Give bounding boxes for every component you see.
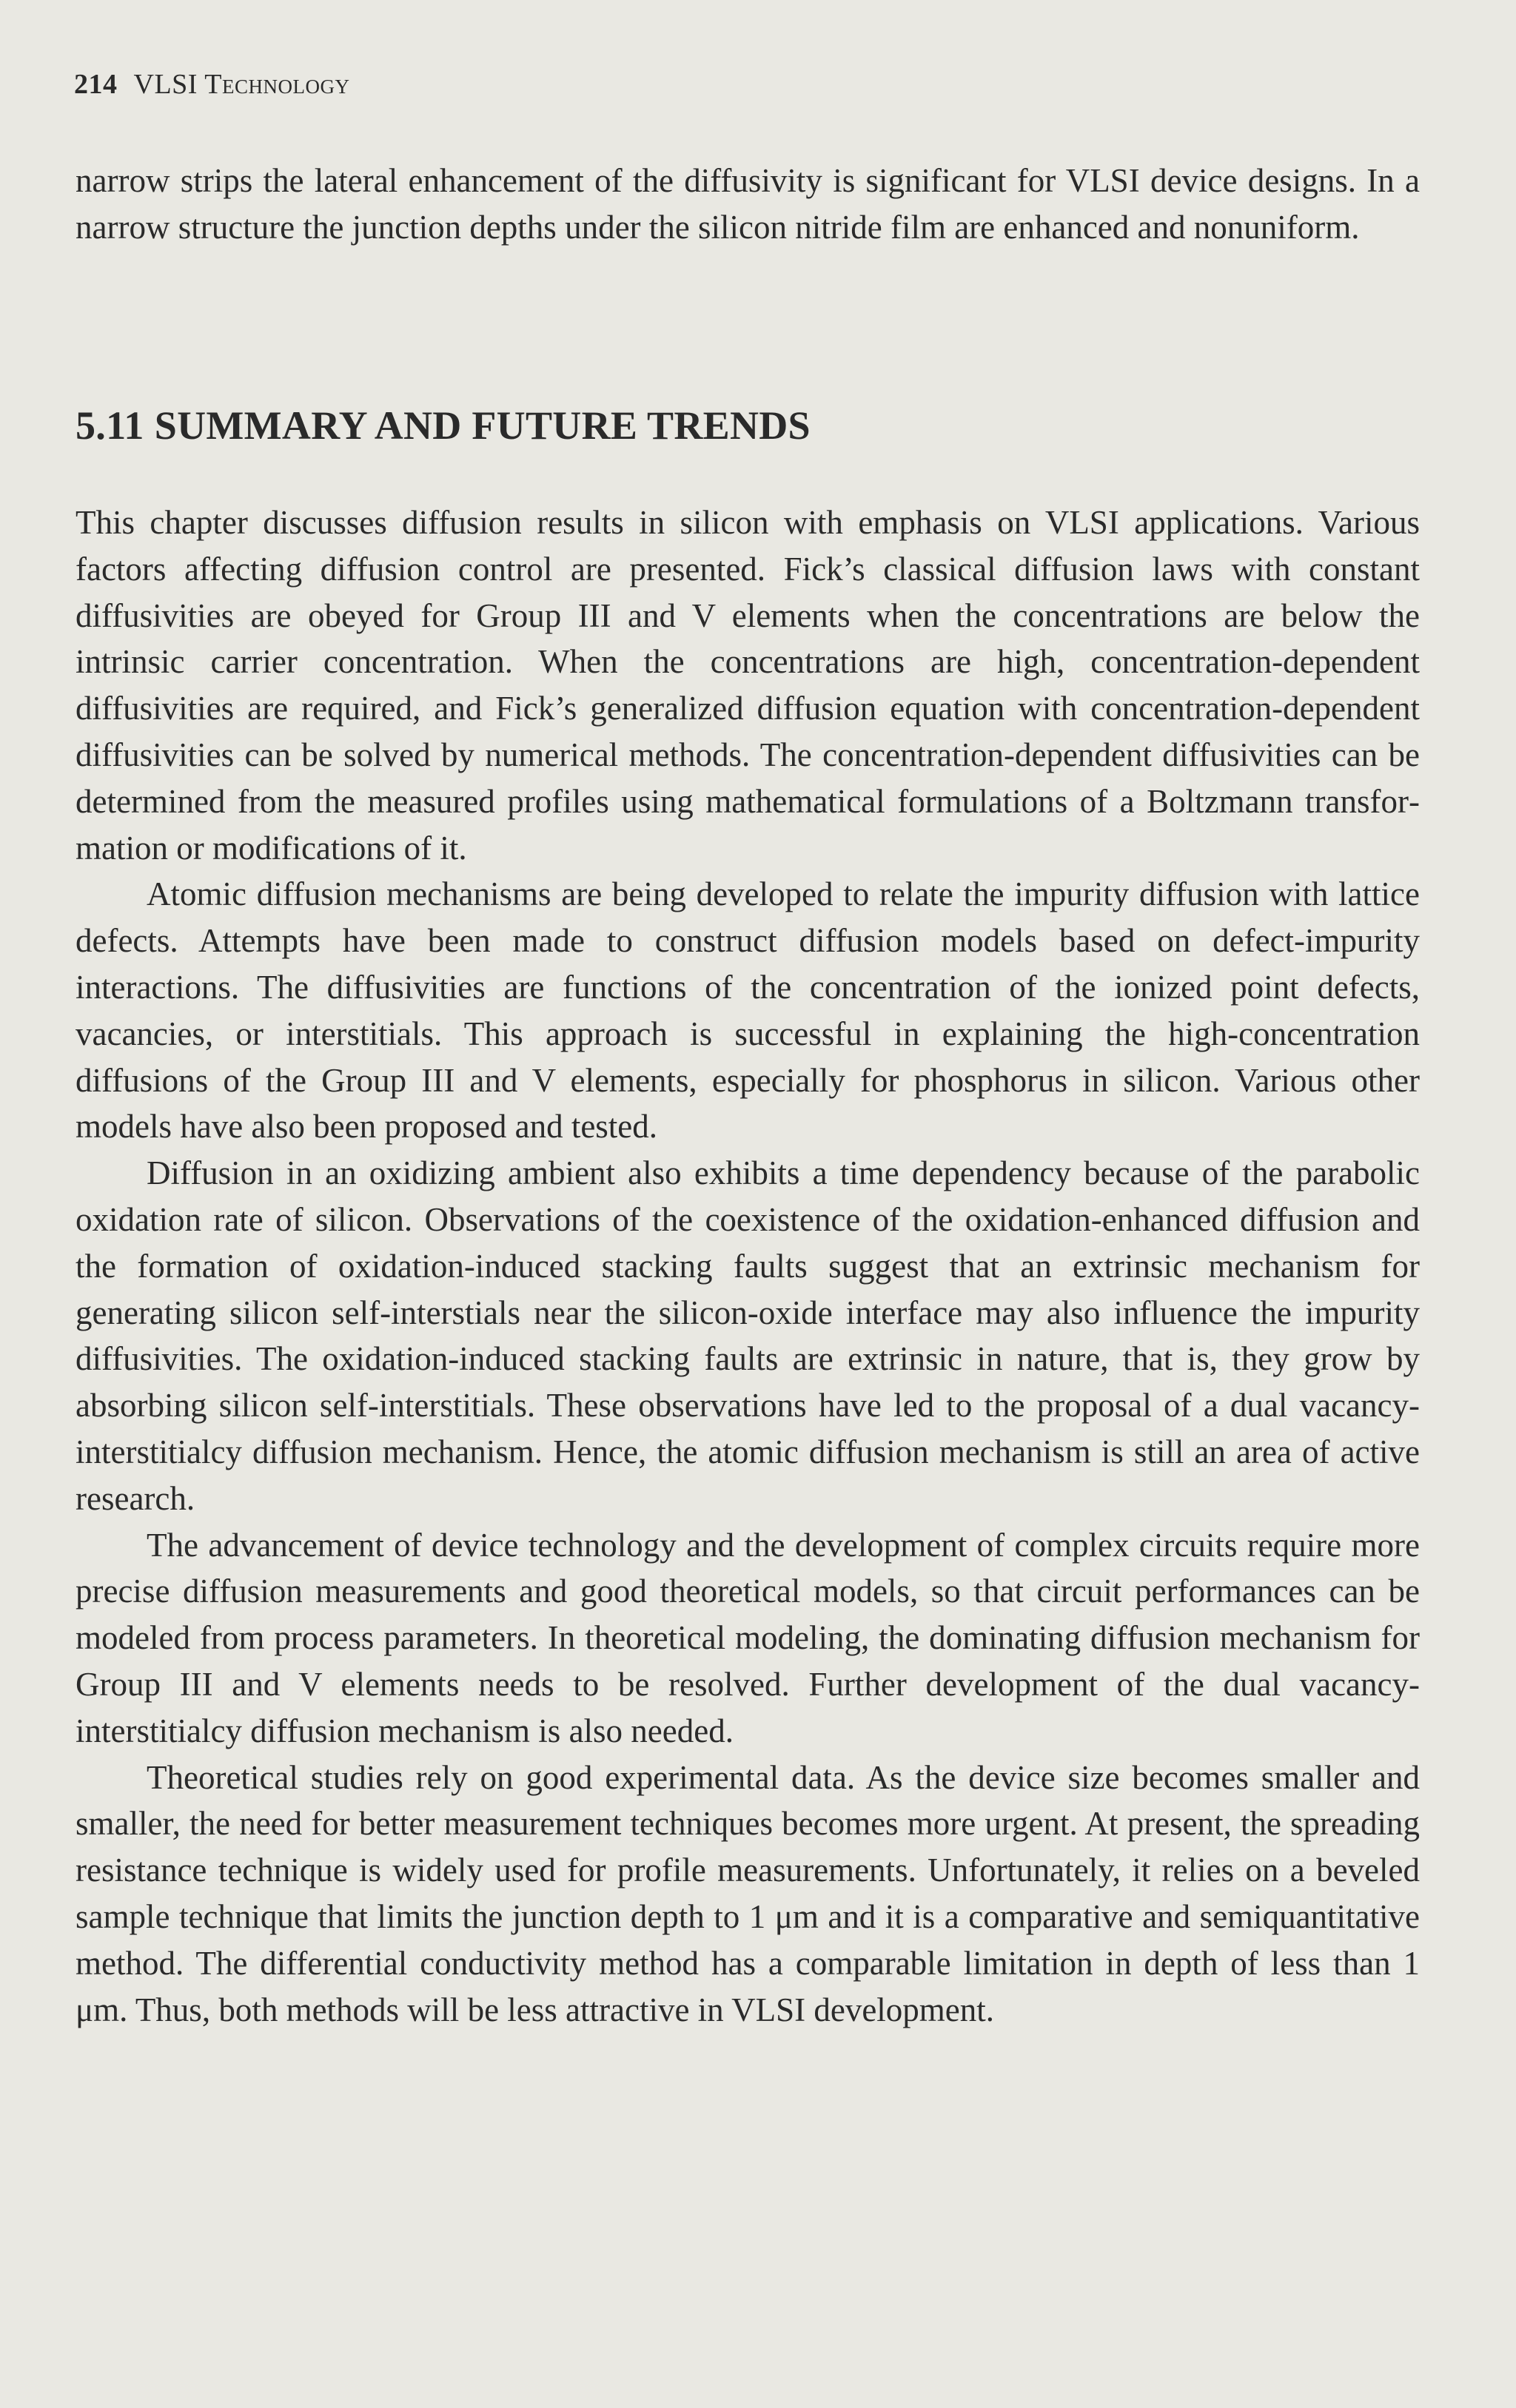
intro-text-block	[76, 158, 1420, 251]
paragraph-device-technology: The advancement of device technology and the development of complex circuits require more precise diffusion measurements and good theoretical models, so that circuit performances can be modeled from process parameters. In theoretical modeling, the dominating diffusion mechanism for Group III and V elements needs to be resolved. Further development of the dual vacancy-interstitialcy diffusion mechanism is also needed.	[76, 1526, 1420, 1749]
paragraph-measurement-techniques: Theoretical studies rely on good experimental data. As the device size becomes smaller and smaller, the need for better measurement techniques becomes more urgent. At present, the spreading resistance technique is widely used for profile measurements. Unfortunately, it relies on a beveled sample technique that limits the junction depth to 1 μm and it is a comparative and semiquantitative method. The differential conductivity method has a comparable limitation in depth of less than 1 μm. Thus, both methods will be less attractive in VLSI development.	[76, 1758, 1420, 2028]
paragraph-atomic-mechanisms: Atomic diffusion mechanisms are being developed to relate the impurity diffusion with lattice defects. Attempts have been made to construct diffusion models based on defect-impurity interactions. The diffusivities are functions of the concentration of the ionized point defects, vacancies, or interstitials. This approach is successful in explaining the high-concentration diffusions of the Group III and V elements, especially for phosphorus in silicon. Various other models have also been proposed and tested.	[76, 875, 1420, 1146]
section-heading	[76, 403, 811, 448]
page-number: 214	[74, 69, 118, 100]
running-head	[74, 68, 349, 101]
section-number: 5.11	[76, 403, 144, 448]
intro-paragraph: narrow strips the lateral enhancement of the diffusivity is significant for VLSI device designs. In a narrow structure the junction depths under the silicon nitride film are enhanced and nonuniform.	[76, 162, 1420, 246]
paragraph-overview: This chapter discusses diffusion results in silicon with emphasis on VLSI applications. Various factors affecting diffusion control are presented. Fick’s classical diffusion laws with constant diffusivities are obeyed for Group III and V elements when the concentrations are below the intrinsic carrier concentration. When the concentrations are high, concentration-dependent diffusivities are required, and Fick’s generalized diffusion equation with concentration-dependent diffusivities can be solved by numerical methods. The concentration-dependent diffusivities can be determined from the measured profiles using mathematical formulations of a Boltzmann transformation or modifications of it.	[76, 504, 1420, 867]
paragraph-oxidizing-ambient: Diffusion in an oxidizing ambient also exhibits a time dependency because of the parabolic oxidation rate of silicon. Observations of the coexistence of the oxidation-enhanced diffusion and the formation of oxidation-induced stacking faults suggest that an extrinsic mechanism for generating silicon self-interstials near the silicon-oxide interface may also influence the impurity diffusivities. The oxidation-induced stacking faults are extrinsic in nature, that is, they grow by absorbing silicon self-interstitials. These observations have led to the proposal of a dual vacancy-interstitialcy diffusion mechanism. Hence, the atomic diffusion mechanism is still an area of active research.	[76, 1154, 1420, 1517]
summary-text-block	[76, 500, 1420, 2033]
book-title: VLSI Technology	[133, 69, 350, 100]
section-title: SUMMARY AND FUTURE TRENDS	[154, 403, 811, 448]
